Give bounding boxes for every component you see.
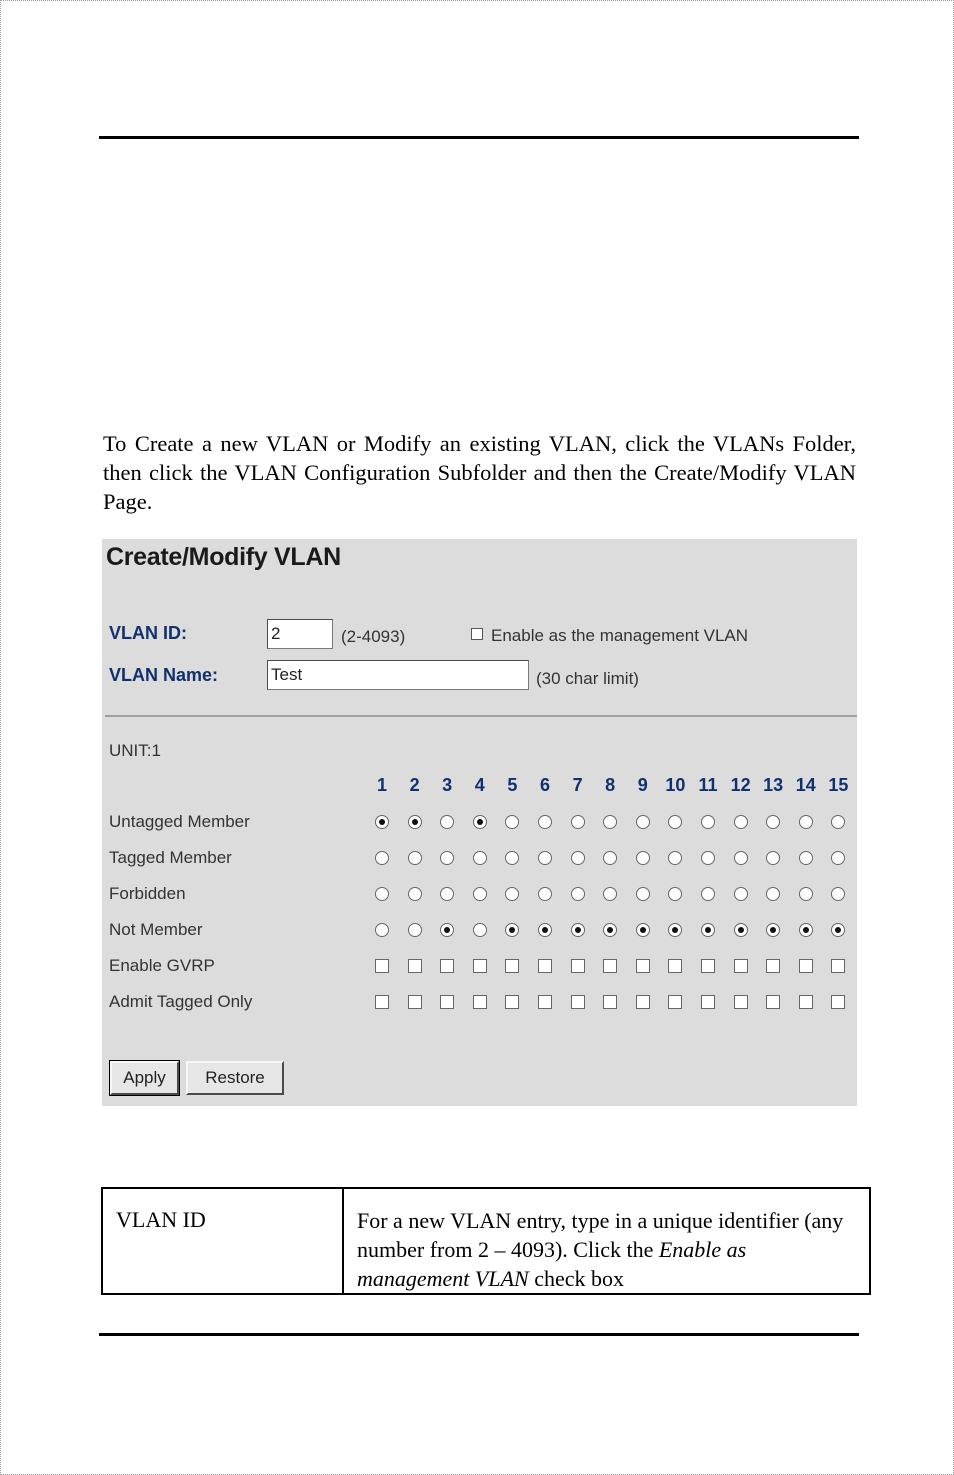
create-modify-vlan-panel <box>102 539 857 1106</box>
description-text: For a new VLAN entry, type in a unique identifier (any number from 2 – 4093). Click the <box>357 1208 844 1262</box>
vlan-name-hint: (30 char limit) <box>536 669 639 688</box>
checkbox-enable-gvrp-port-11[interactable] <box>701 959 715 973</box>
checkbox-admit-tagged-only-port-9[interactable] <box>636 995 650 1009</box>
port-header-15: 15 <box>828 775 849 795</box>
description-tail: check box <box>528 1266 624 1291</box>
port-header-7: 7 <box>572 775 583 795</box>
checkbox-admit-tagged-only-port-12[interactable] <box>734 995 748 1009</box>
checkbox-admit-tagged-only-port-13[interactable] <box>766 995 780 1009</box>
row-label-admit-tagged-only: Admit Tagged Only <box>109 992 253 1011</box>
radio-forbidden-port-6[interactable] <box>538 887 552 901</box>
radio-not-member-port-14[interactable] <box>799 923 813 937</box>
radio-forbidden-port-10[interactable] <box>668 887 682 901</box>
radio-tagged-member-port-7[interactable] <box>571 851 585 865</box>
checkbox-enable-gvrp-port-2[interactable] <box>408 959 422 973</box>
port-header-5: 5 <box>507 775 518 795</box>
checkbox-admit-tagged-only-port-4[interactable] <box>473 995 487 1009</box>
checkbox-admit-tagged-only-port-2[interactable] <box>408 995 422 1009</box>
checkbox-admit-tagged-only-port-11[interactable] <box>701 995 715 1009</box>
checkbox-admit-tagged-only-port-7[interactable] <box>571 995 585 1009</box>
radio-tagged-member-port-12[interactable] <box>734 851 748 865</box>
radio-forbidden-port-12[interactable] <box>734 887 748 901</box>
radio-tagged-member-port-8[interactable] <box>603 851 617 865</box>
radio-forbidden-port-5[interactable] <box>505 887 519 901</box>
table-row <box>102 1188 870 1294</box>
radio-not-member-port-2[interactable] <box>408 923 422 937</box>
vlan-name-input[interactable] <box>267 660 529 690</box>
radio-not-member-port-3[interactable] <box>440 923 454 937</box>
checkbox-admit-tagged-only-port-3[interactable] <box>440 995 454 1009</box>
radio-not-member-port-6[interactable] <box>538 923 552 937</box>
checkbox-enable-gvrp-port-7[interactable] <box>571 959 585 973</box>
radio-forbidden-port-4[interactable] <box>473 887 487 901</box>
radio-forbidden-port-14[interactable] <box>799 887 813 901</box>
radio-tagged-member-port-4[interactable] <box>473 851 487 865</box>
checkbox-enable-gvrp-port-13[interactable] <box>766 959 780 973</box>
radio-untagged-member-port-3[interactable] <box>440 815 454 829</box>
radio-untagged-member-port-14[interactable] <box>799 815 813 829</box>
radio-forbidden-port-8[interactable] <box>603 887 617 901</box>
apply-button[interactable]: Apply <box>110 1061 179 1095</box>
radio-untagged-member-port-4[interactable] <box>473 815 487 829</box>
checkbox-enable-gvrp-port-10[interactable] <box>668 959 682 973</box>
row-label-enable-gvrp: Enable GVRP <box>109 956 215 975</box>
radio-untagged-member-port-13[interactable] <box>766 815 780 829</box>
radio-forbidden-port-9[interactable] <box>636 887 650 901</box>
radio-not-member-port-1[interactable] <box>375 923 389 937</box>
vlan-name-label: VLAN Name: <box>109 665 219 685</box>
checkbox-admit-tagged-only-port-10[interactable] <box>668 995 682 1009</box>
radio-tagged-member-port-9[interactable] <box>636 851 650 865</box>
definition-table <box>101 1187 871 1295</box>
port-header-4: 4 <box>474 775 485 795</box>
footer-rule <box>99 1333 859 1336</box>
vlan-id-input[interactable] <box>267 619 333 649</box>
checkbox-admit-tagged-only-port-1[interactable] <box>375 995 389 1009</box>
radio-untagged-member-port-2[interactable] <box>408 815 422 829</box>
port-header-8: 8 <box>605 775 616 795</box>
radio-forbidden-port-2[interactable] <box>408 887 422 901</box>
radio-forbidden-port-1[interactable] <box>375 887 389 901</box>
port-header-6: 6 <box>539 775 550 795</box>
checkbox-enable-gvrp-port-3[interactable] <box>440 959 454 973</box>
radio-tagged-member-port-5[interactable] <box>505 851 519 865</box>
radio-tagged-member-port-11[interactable] <box>701 851 715 865</box>
checkbox-admit-tagged-only-port-8[interactable] <box>603 995 617 1009</box>
radio-not-member-port-15[interactable] <box>831 923 845 937</box>
port-header-10: 10 <box>665 775 686 795</box>
radio-untagged-member-port-10[interactable] <box>668 815 682 829</box>
checkbox-enable-gvrp-port-5[interactable] <box>505 959 519 973</box>
radio-not-member-port-4[interactable] <box>473 923 487 937</box>
row-label-forbidden: Forbidden <box>109 884 186 903</box>
radio-untagged-member-port-5[interactable] <box>505 815 519 829</box>
restore-button[interactable]: Restore <box>186 1061 284 1095</box>
port-header-9: 9 <box>637 775 648 795</box>
checkbox-admit-tagged-only-port-5[interactable] <box>505 995 519 1009</box>
port-header-1: 1 <box>376 775 387 795</box>
port-header-3: 3 <box>442 775 453 795</box>
radio-forbidden-port-13[interactable] <box>766 887 780 901</box>
header-rule <box>99 136 859 139</box>
radio-untagged-member-port-1[interactable] <box>375 815 389 829</box>
radio-tagged-member-port-13[interactable] <box>766 851 780 865</box>
radio-untagged-member-port-15[interactable] <box>831 815 845 829</box>
management-vlan-checkbox[interactable] <box>471 628 483 640</box>
description-italic: Enable as management VLAN <box>357 1237 747 1291</box>
row-label-untagged-member: Untagged Member <box>109 812 250 831</box>
radio-not-member-port-12[interactable] <box>734 923 748 937</box>
port-header-14: 14 <box>795 775 816 795</box>
checkbox-enable-gvrp-port-1[interactable] <box>375 959 389 973</box>
description-cell <box>343 1188 870 1294</box>
checkbox-admit-tagged-only-port-15[interactable] <box>831 995 845 1009</box>
vlan-id-hint: (2-4093) <box>341 627 406 646</box>
radio-untagged-member-port-12[interactable] <box>734 815 748 829</box>
radio-untagged-member-port-11[interactable] <box>701 815 715 829</box>
intro-paragraph: To Create a new VLAN or Modify an existing VLAN, click the VLANs Folder, then click the VLAN Configuration Subfolder and then the Create/Modify VLAN Page. <box>103 431 856 514</box>
term-cell: VLAN ID <box>102 1188 343 1294</box>
radio-untagged-member-port-9[interactable] <box>636 815 650 829</box>
radio-tagged-member-port-1[interactable] <box>375 851 389 865</box>
radio-not-member-port-7[interactable] <box>571 923 585 937</box>
radio-forbidden-port-7[interactable] <box>571 887 585 901</box>
radio-tagged-member-port-15[interactable] <box>831 851 845 865</box>
checkbox-enable-gvrp-port-6[interactable] <box>538 959 552 973</box>
vlan-id-label: VLAN ID: <box>109 623 187 643</box>
checkbox-admit-tagged-only-port-6[interactable] <box>538 995 552 1009</box>
checkbox-enable-gvrp-port-8[interactable] <box>603 959 617 973</box>
radio-forbidden-port-3[interactable] <box>440 887 454 901</box>
radio-not-member-port-9[interactable] <box>636 923 650 937</box>
checkbox-enable-gvrp-port-15[interactable] <box>831 959 845 973</box>
checkbox-enable-gvrp-port-4[interactable] <box>473 959 487 973</box>
radio-untagged-member-port-7[interactable] <box>571 815 585 829</box>
checkbox-enable-gvrp-port-14[interactable] <box>799 959 813 973</box>
row-label-not-member: Not Member <box>109 920 203 939</box>
radio-forbidden-port-15[interactable] <box>831 887 845 901</box>
radio-tagged-member-port-6[interactable] <box>538 851 552 865</box>
radio-tagged-member-port-14[interactable] <box>799 851 813 865</box>
radio-untagged-member-port-8[interactable] <box>603 815 617 829</box>
panel-title: Create/Modify VLAN <box>106 543 341 571</box>
radio-not-member-port-8[interactable] <box>603 923 617 937</box>
radio-tagged-member-port-10[interactable] <box>668 851 682 865</box>
checkbox-enable-gvrp-port-9[interactable] <box>636 959 650 973</box>
checkbox-admit-tagged-only-port-14[interactable] <box>799 995 813 1009</box>
radio-not-member-port-11[interactable] <box>701 923 715 937</box>
radio-forbidden-port-11[interactable] <box>701 887 715 901</box>
port-header-12: 12 <box>730 775 751 795</box>
port-header-2: 2 <box>409 775 420 795</box>
radio-not-member-port-13[interactable] <box>766 923 780 937</box>
radio-untagged-member-port-6[interactable] <box>538 815 552 829</box>
radio-tagged-member-port-3[interactable] <box>440 851 454 865</box>
port-header-13: 13 <box>763 775 784 795</box>
checkbox-enable-gvrp-port-12[interactable] <box>734 959 748 973</box>
management-vlan-label: Enable as the management VLAN <box>491 626 749 645</box>
radio-not-member-port-10[interactable] <box>668 923 682 937</box>
radio-tagged-member-port-2[interactable] <box>408 851 422 865</box>
unit-label: UNIT:1 <box>109 741 161 760</box>
section-divider <box>105 715 857 717</box>
radio-not-member-port-5[interactable] <box>505 923 519 937</box>
port-header-11: 11 <box>698 775 718 795</box>
row-label-tagged-member: Tagged Member <box>109 848 232 867</box>
